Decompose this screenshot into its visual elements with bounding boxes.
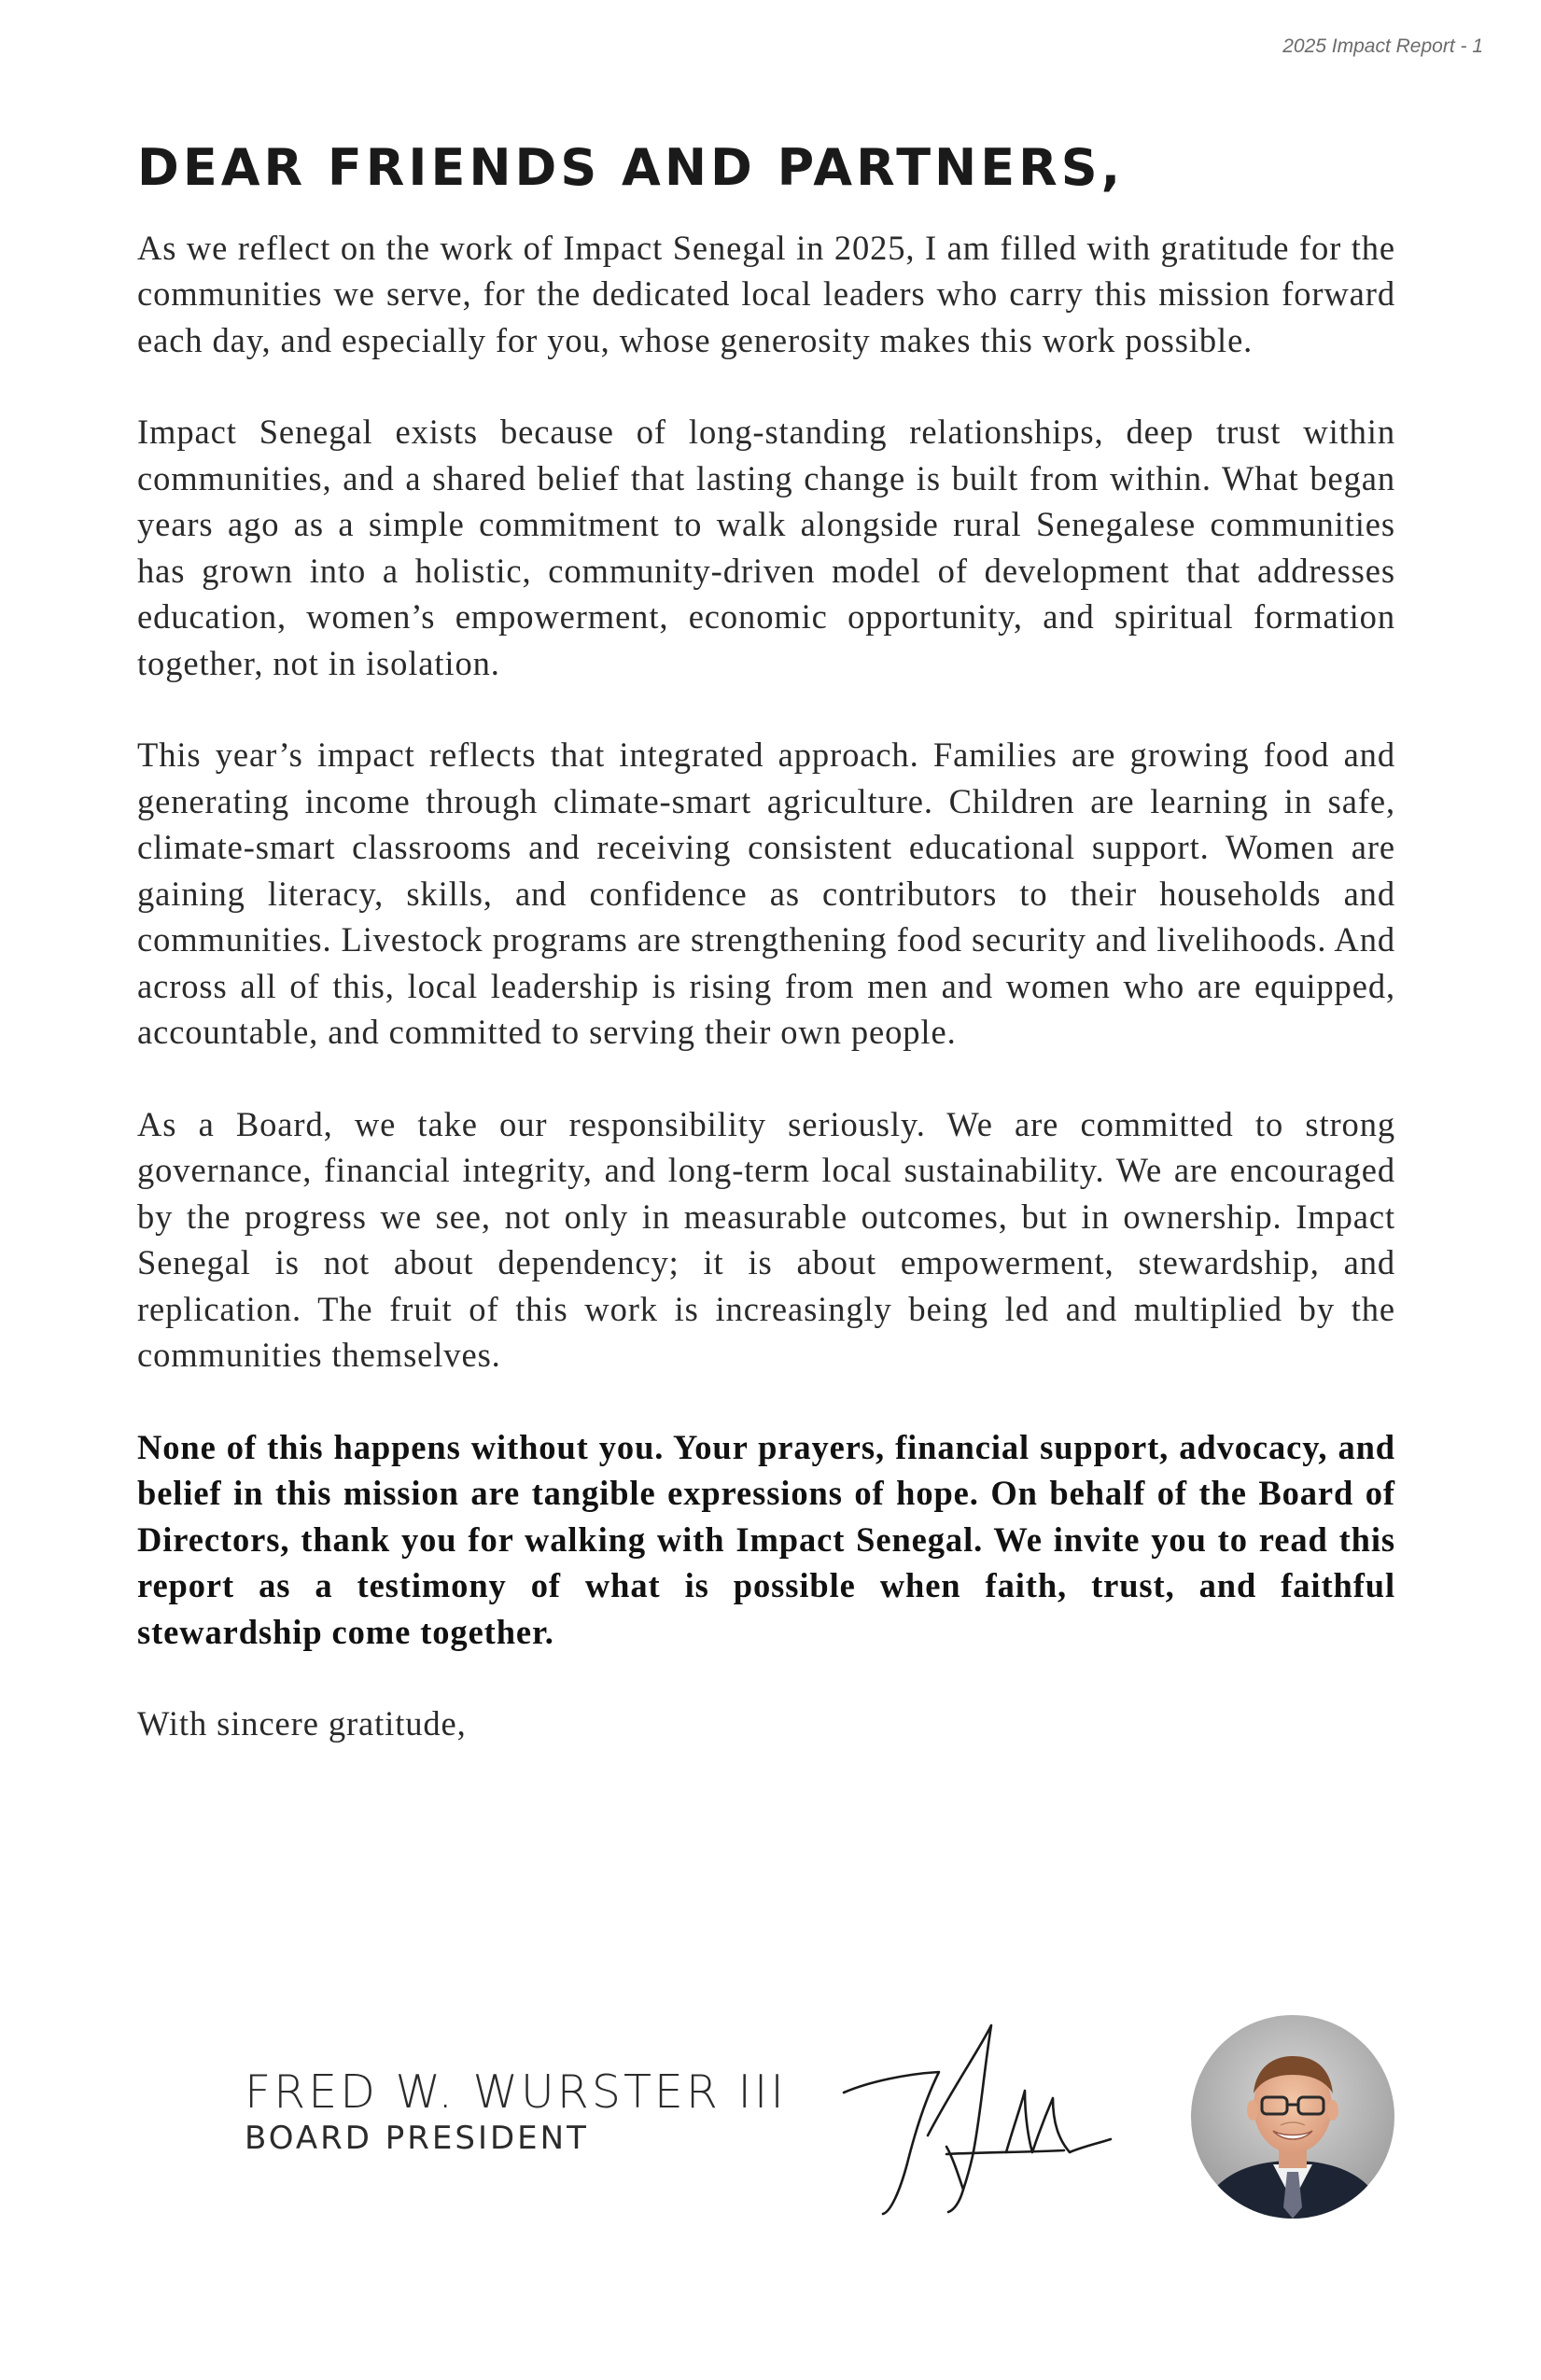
letter-paragraph-4: As a Board, we take our responsibility seriously. We are committed to strong governance, financial integrity, and long-term local sustainability. We are encouraged by the progress we see, not only in measurable outcomes, but in ownership. Impact Senegal is not about dependency; it is about empowerment, stewardship, and replication. The fruit of this work is increasingly being led and multiplied by the communities themselves.	[137, 1104, 1395, 1375]
letter-bold-paragraph: None of this happens without you. Your prayers, financial support, advocacy, and belief in this mission are tangible expressions of hope. On behalf of the Board of Directors, thank you for walking with Impact Senegal. We invite you to read this report as a testimony of what is possible when faith, trust, and faithful stewardship come together.	[137, 1427, 1395, 1651]
letter-paragraph-1: As we reflect on the work of Impact Senegal in 2025, I am filled with gratitude for the communities we serve, for the dedicated local leaders who carry this mission forward each day, and especially for you, whose generosity makes this work possible.	[137, 228, 1395, 359]
signer-title: BOARD PRESIDENT	[245, 2119, 589, 2157]
portrait-photo	[1191, 2015, 1394, 2219]
signer-block	[245, 2067, 787, 2156]
letter-greeting: DEAR FRIENDS AND PARTNERS,	[137, 138, 1125, 197]
letter-body	[137, 138, 1395, 1747]
letter-paragraph-3: This year’s impact reflects that integrated approach. Families are growing food and generating income through climate-smart agriculture. Children are learning in safe, climate-smart classrooms and receiving consistent educational support. Women are gaining literacy, skills, and confidence as contributors to their households and communities. Livestock programs are strengthening food security and livelihoods. And across all of this, local leadership is rising from men and women who are equipped, accountable, and committed to serving their own people.	[137, 735, 1395, 1052]
signer-name: FRED W. WURSTER III	[245, 2065, 787, 2119]
page-header-label: 2025 Impact Report - 1	[1282, 35, 1483, 57]
signature-icon	[842, 2016, 1113, 2221]
letter-paragraph-2: Impact Senegal exists because of long-standing relationships, deep trust within communities, and a shared belief that lasting change is built from within. What began years ago as a simple commitment to walk alongside rural Senegalese communities has grown into a holistic, community-driven model of development that addresses education, women’s empowerment, economic opportunity, and spiritual formation together, not in isolation.	[137, 413, 1395, 682]
letter-closing: With sincere gratitude,	[137, 1704, 467, 1743]
